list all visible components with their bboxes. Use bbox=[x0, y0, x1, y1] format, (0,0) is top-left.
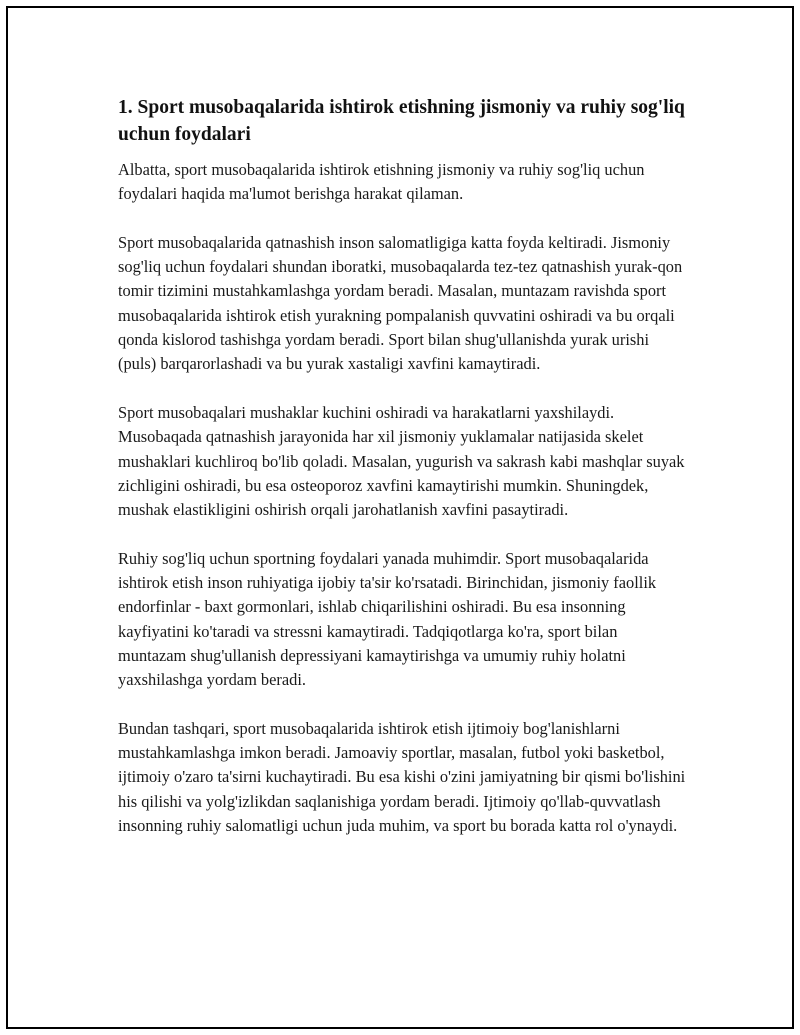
paragraph-cardiovascular: Sport musobaqalarida qatnashish inson salomatligiga katta foyda keltiradi. Jismoniy sog'liq uchun foydalari shundan iboratki, musobaqalarda tez-tez qatnashish yurak-qon tomir tizimini mustahkamlashga yordam beradi. Masalan, muntazam ravishda sport musobaqalarida ishtirok etish yurakning pompalanish quvvatini oshiradi va bu orqali qonda kislorod tashishga yordam beradi. Sport bilan shug'ullanishda yurak urishi (puls) barqarorlashadi va bu yurak xastaligi xavfini kamaytiradi. bbox=[118, 232, 683, 374]
section-heading: 1. Sport musobaqalarida ishtirok etishning jismoniy va ruhiy sog'liq uchun foydalari bbox=[118, 97, 685, 145]
paragraph-muscles: Sport musobaqalari mushaklar kuchini oshiradi va harakatlarni yaxshilaydi. Musobaqada qatnashish jarayonida har xil jismoniy yuklamalar natijasida skelet mushaklari kuchliroq bo'lib qoladi. Masalan, yugurish va sakrash kabi mashqlar suyak zichligini oshiradi, bu esa osteoporoz xavfini kamaytirishi mumkin. Shuningdek, mushak elastikligini oshirish orqali jarohatlanish xavfini pasaytiradi. bbox=[118, 402, 685, 520]
paragraph-intro: Albatta, sport musobaqalarida ishtirok etishning jismoniy va ruhiy sog'liq uchun foydalari haqida ma'lumot berishga harakat qilaman. bbox=[118, 160, 645, 204]
paragraph-social: Bundan tashqari, sport musobaqalarida ishtirok etish ijtimoiy bog'lanishlarni mustahkamlashga imkon beradi. Jamoaviy sportlar, masalan, futbol yoki basketbol, ijtimoiy o'zaro ta'sirni kuchaytiradi. Bu esa kishi o'zini jamiyatning bir qismi bo'lishini his qilishi va yolg'izlikdan saqlanishiga yordam beradi. Ijtimoiy qo'llab-quvvatlash insonning ruhiy salomatligi uchun juda muhim, va sport bu borada katta rol o'ynaydi. bbox=[118, 718, 686, 836]
document-body bbox=[118, 94, 688, 863]
paragraph-mental-health: Ruhiy sog'liq uchun sportning foydalari yanada muhimdir. Sport musobaqalarida ishtirok etish inson ruhiyatiga ijobiy ta'sir ko'rsatadi. Birinchidan, jismoniy faollik endorfinlar - baxt gormonlari, ishlab chiqarilishini oshiradi. Bu esa insonning kayfiyatini ko'taradi va stressni kamaytiradi. Tadqiqotlarga ko'ra, sport bilan muntazam shug'ullanish depressiyani kamaytirishga va umumiy ruhiy holatni yaxshilashga yordam beradi. bbox=[118, 548, 657, 690]
